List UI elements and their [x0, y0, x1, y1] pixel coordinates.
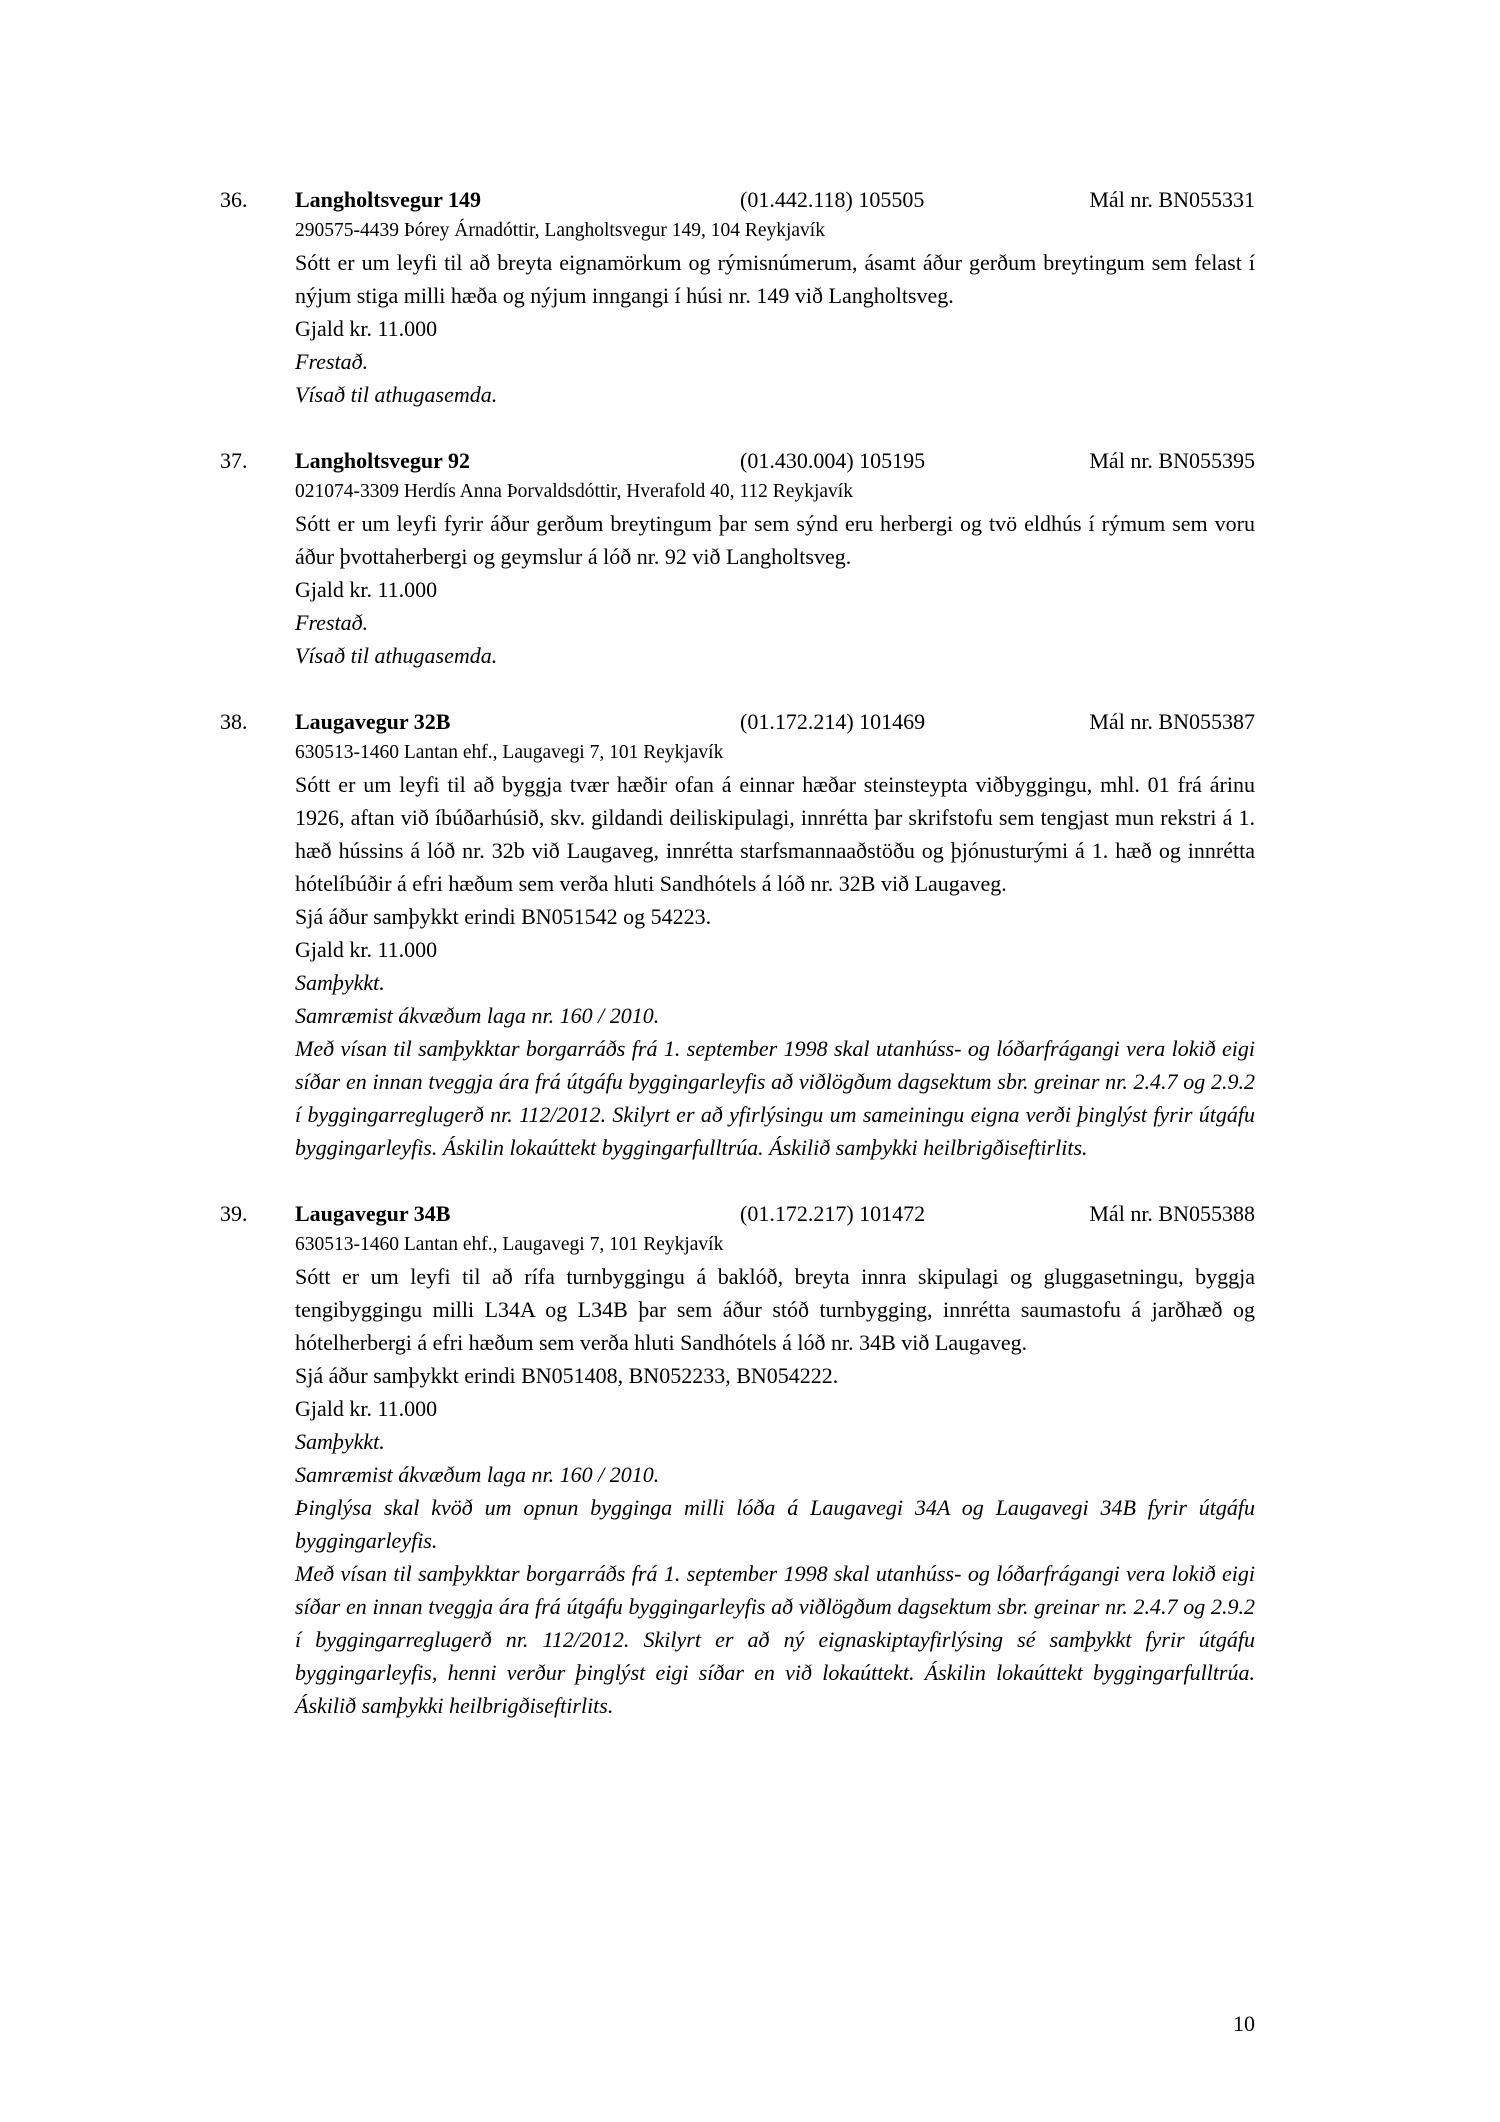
- agenda-item: [220, 444, 1255, 672]
- item-case-number: Mál nr. BN055395: [1089, 448, 1255, 473]
- item-title: Langholtsvegur 149: [295, 187, 482, 212]
- agenda-item: [220, 183, 1255, 411]
- body-paragraph: Sótt er um leyfi til að breyta eignamörkum og rýmisnúmerum, ásamt áður gerðum breytingum sem felast í nýjum stiga milli hæða og nýjum inngangi í húsi nr. 149 við Langholtsveg.: [295, 250, 1255, 308]
- body-paragraph: Sótt er um leyfi til að byggja tvær hæðir ofan á einnar hæðar steinsteypta viðbyggingu, mhl. 01 frá árinu 1926, aftan við íbúðarhúsið, skv. gildandi deiliskipulagi, innrétta þar skrifstofu sem tengjast mun rekstri á 1. hæð hússins á lóð nr. 32b við Laugaveg, innrétta starfsmannaaðstöðu og þjónusturými á 1. hæð og innrétta hótelíbúðir á efri hæðum sem verða hluti Sandhótels á lóð nr. 32B við Laugaveg.: [295, 772, 1255, 896]
- body-paragraph: Sjá áður samþykkt erindi BN051542 og 54223.: [295, 904, 712, 929]
- decision-paragraph: Þinglýsa skal kvöð um opnun bygginga milli lóða á Laugavegi 34A og Laugavegi 34B fyrir útgáfu byggingarleyfis.: [295, 1495, 1255, 1553]
- items-list: [220, 183, 1255, 1722]
- item-applicant: 290575-4439 Þórey Árnadóttir, Langholtsvegur 149, 104 Reykjavík: [295, 220, 825, 241]
- item-reference: (01.172.214) 101469: [740, 709, 926, 734]
- body-paragraph: Gjald kr. 11.000: [295, 316, 438, 341]
- decision-paragraph: Vísað til athugasemda.: [295, 643, 498, 668]
- body-paragraph: Gjald kr. 11.000: [295, 1396, 438, 1421]
- item-content: [295, 738, 1255, 1164]
- item-applicant: 630513-1460 Lantan ehf., Laugavegi 7, 101 Reykjavík: [295, 742, 724, 763]
- body-paragraph: Sótt er um leyfi fyrir áður gerðum breytingum þar sem sýnd eru herbergi og tvö eldhús í rýmum sem voru áður þvottaherbergi og geymslur á lóð nr. 92 við Langholtsveg.: [295, 511, 1255, 569]
- item-reference: (01.172.217) 101472: [740, 1201, 926, 1226]
- decision-paragraph: Vísað til athugasemda.: [295, 382, 498, 407]
- item-case-number: Mál nr. BN055331: [1089, 187, 1255, 212]
- decision-paragraph: Samræmist ákvæðum laga nr. 160 / 2010.: [295, 1003, 660, 1028]
- item-applicant: 630513-1460 Lantan ehf., Laugavegi 7, 101 Reykjavík: [295, 1234, 724, 1255]
- body-paragraph: Sjá áður samþykkt erindi BN051408, BN052233, BN054222.: [295, 1363, 839, 1388]
- decision-paragraph: Með vísan til samþykktar borgarráðs frá 1. september 1998 skal utanhúss- og lóðarfrágangi vera lokið eigi síðar en innan tveggja ára frá útgáfu byggingarleyfis að viðlögðum dagsektum sbr. greinar nr. 2.4.7 og 2.9.2 í byggingarreglugerð nr. 112/2012. Skilyrt er að ný eignaskiptayfirlýsing sé samþykkt fyrir útgáfu byggingarleyfis, henni verður þinglýst eigi síðar en við lokaúttekt. Áskilin lokaúttekt byggingarfulltrúa. Áskilið samþykki heilbrigðiseftirlits.: [295, 1561, 1255, 1718]
- item-reference: (01.430.004) 105195: [740, 448, 926, 473]
- body-paragraph: Gjald kr. 11.000: [295, 937, 438, 962]
- item-content: [295, 1230, 1255, 1722]
- decision-paragraph: Samþykkt.: [295, 970, 385, 995]
- item-number: 39.: [220, 1201, 248, 1226]
- item-reference: (01.442.118) 105505: [740, 187, 925, 212]
- item-header: [220, 183, 1255, 216]
- item-case-number: Mál nr. BN055388: [1089, 1201, 1255, 1226]
- agenda-item: [220, 705, 1255, 1164]
- item-title: Laugavegur 32B: [295, 709, 451, 734]
- item-header: [220, 1197, 1255, 1230]
- decision-paragraph: Frestað.: [295, 349, 369, 374]
- item-title: Laugavegur 34B: [295, 1201, 451, 1226]
- body-paragraph: Sótt er um leyfi til að rífa turnbyggingu á baklóð, breyta innra skipulagi og gluggasetningu, byggja tengibyggingu milli L34A og L34B þar sem áður stóð turnbygging, innrétta saumastofu á jarðhæð og hótelherbergi á efri hæðum sem verða hluti Sandhótels á lóð nr. 34B við Laugaveg.: [295, 1264, 1255, 1355]
- item-number: 36.: [220, 187, 248, 212]
- decision-paragraph: Frestað.: [295, 610, 369, 635]
- decision-paragraph: Samræmist ákvæðum laga nr. 160 / 2010.: [295, 1462, 660, 1487]
- item-content: [295, 216, 1255, 411]
- decision-paragraph: Samþykkt.: [295, 1429, 385, 1454]
- agenda-item: [220, 1197, 1255, 1722]
- item-title: Langholtsvegur 92: [295, 448, 471, 473]
- body-paragraph: Gjald kr. 11.000: [295, 577, 438, 602]
- item-case-number: Mál nr. BN055387: [1089, 709, 1255, 734]
- item-header: [220, 444, 1255, 477]
- page-number: 10: [1233, 2011, 1255, 2036]
- item-number: 38.: [220, 709, 248, 734]
- item-applicant: 021074-3309 Herdís Anna Þorvaldsdóttir, Hverafold 40, 112 Reykjavík: [295, 481, 853, 502]
- decision-paragraph: Með vísan til samþykktar borgarráðs frá 1. september 1998 skal utanhúss- og lóðarfrágangi vera lokið eigi síðar en innan tveggja ára frá útgáfu byggingarleyfis að viðlögðum dagsektum sbr. greinar nr. 2.4.7 og 2.9.2 í byggingarreglugerð nr. 112/2012. Skilyrt er að yfirlýsingu um sameiningu eigna verði þinglýst fyrir útgáfu byggingarleyfis. Áskilin lokaúttekt byggingarfulltrúa. Áskilið samþykki heilbrigðiseftirlits.: [295, 1036, 1255, 1160]
- item-number: 37.: [220, 448, 248, 473]
- item-content: [295, 477, 1255, 672]
- item-header: [220, 705, 1255, 738]
